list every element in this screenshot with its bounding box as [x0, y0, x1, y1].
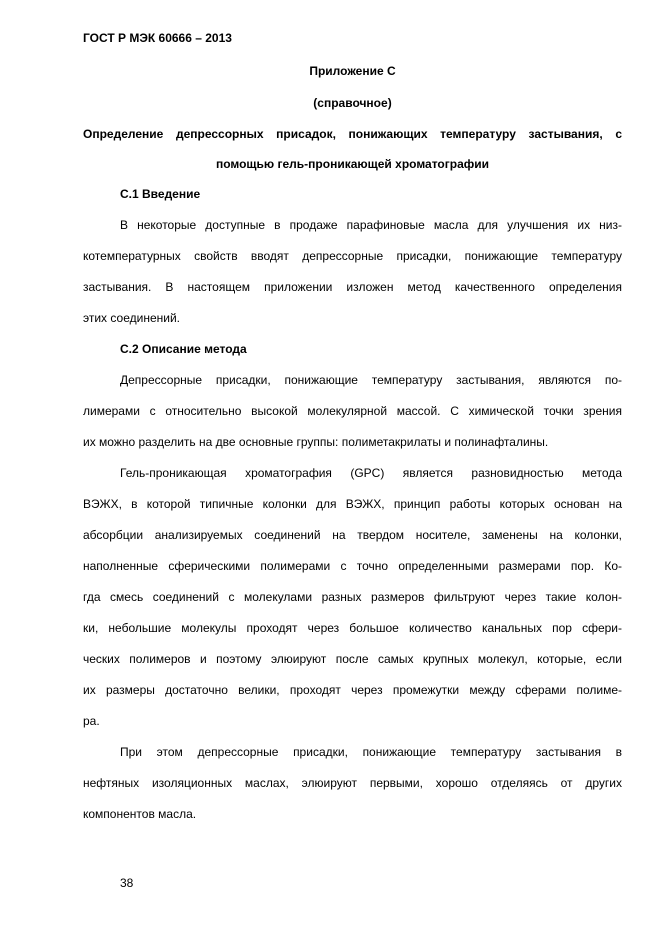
paragraph-line: При этом депрессорные присадки, понижающие температуру застывания в [120, 745, 622, 759]
paragraph-line: ВЭЖХ, в которой типичные колонки для ВЭЖХ, принцип работы которых основан на [83, 497, 622, 511]
appendix-title: Приложение С [309, 64, 396, 78]
appendix-heading-line-1: Определение депрессорных присадок, понижающих температуру застывания, с [83, 127, 622, 141]
paragraph-line: В некоторые доступные в продаже парафиновые масла для улучшения их низ- [120, 218, 622, 232]
paragraph-line: нефтяных изоляционных маслах, элюируют первыми, хорошо отделяясь от других [83, 776, 622, 790]
paragraph-line: котемпературных свойств вводят депрессорные присадки, понижающие температуру [83, 249, 622, 263]
paragraph-line: ра. [83, 714, 100, 728]
paragraph-line: компонентов масла. [83, 807, 197, 821]
paragraph-line: наполненные сферическими полимерами с точно определенными размерами пор. Ко- [83, 559, 622, 573]
paragraph-line: лимерами с относительно высокой молекулярной массой. С химической точки зрения [83, 404, 622, 418]
paragraph-line: их можно разделить на две основные группы: полиметакрилаты и полинафталины. [83, 435, 549, 449]
paragraph-line: абсорбции анализируемых соединений на твердом носителе, заменены на колонки, [83, 528, 622, 542]
paragraph-line: ки, небольшие молекулы проходят через большое количество канальных пор сфери- [83, 621, 622, 635]
paragraph-line: застывания. В настоящем приложении изложен метод качественного определения [83, 280, 622, 294]
paragraph-line: ческих полимеров и поэтому элюируют после самых крупных молекул, которые, если [83, 652, 622, 666]
paragraph-line: Депрессорные присадки, понижающие температуру застывания, являются по- [120, 373, 622, 387]
page-number: 38 [120, 876, 134, 890]
appendix-heading-line-2: помощью гель-проникающей хроматографии [215, 157, 490, 171]
appendix-status: (справочное) [313, 96, 392, 110]
section-heading-c1: С.1 Введение [120, 187, 201, 201]
paragraph-line: этих соединений. [83, 311, 180, 325]
paragraph-line: гда смесь соединений с молекулами разных размеров фильтруют через такие колон- [83, 590, 622, 604]
paragraph-line: их размеры достаточно велики, проходят через промежутки между сферами полиме- [83, 683, 622, 697]
section-heading-c2: С.2 Описание метода [120, 342, 247, 356]
standard-header: ГОСТ Р МЭК 60666 – 2013 [83, 31, 232, 45]
paragraph-line: Гель-проникающая хроматография (GPC) является разновидностью метода [120, 466, 622, 480]
